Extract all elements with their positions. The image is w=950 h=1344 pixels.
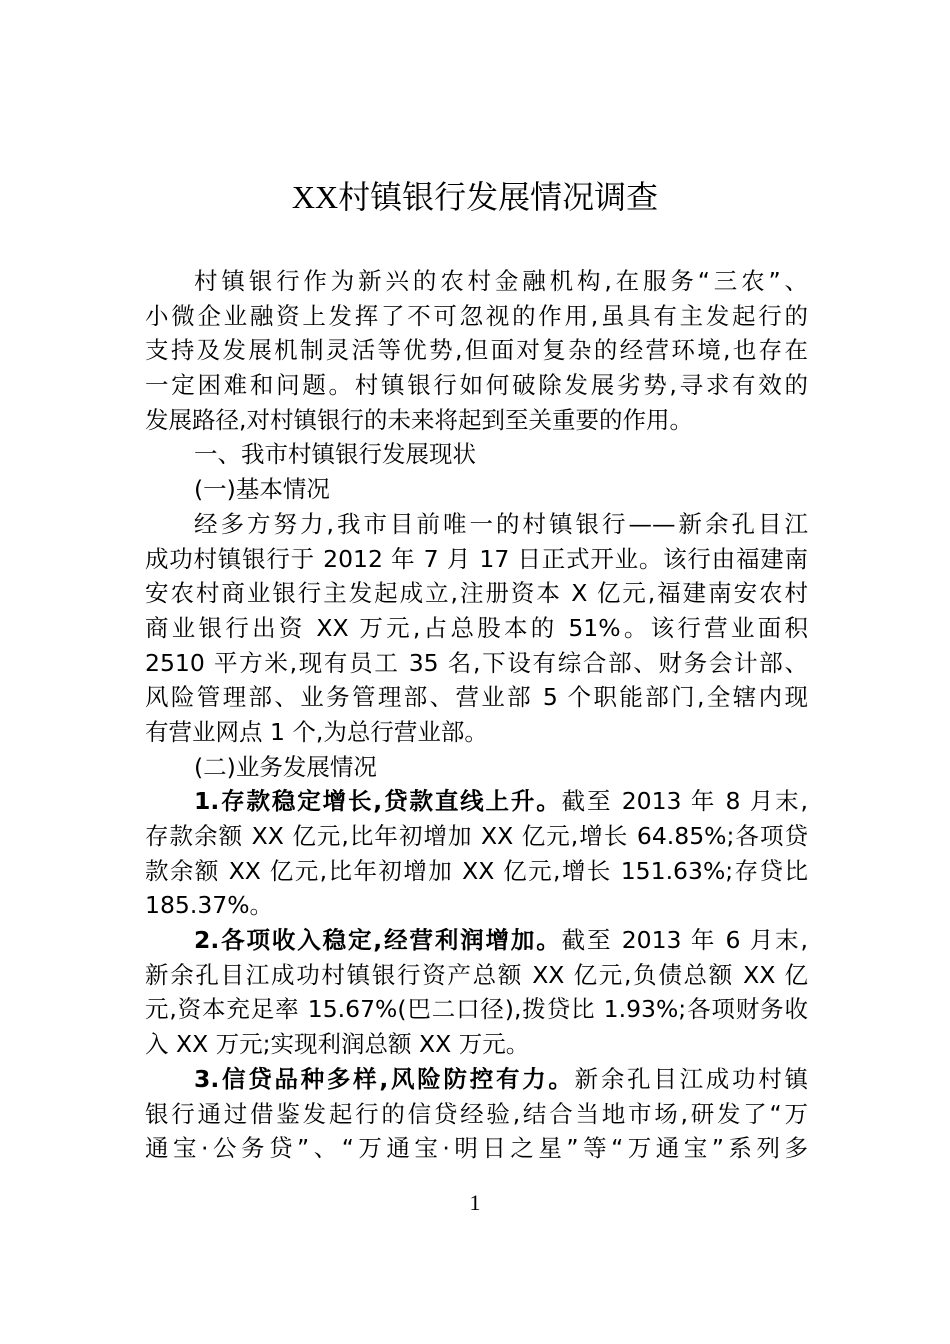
line-text: 通宝·公务贷”、“万通宝·明日之星”等“万通宝”系列多 [145,1134,808,1163]
line-text: 新余孔目江成功村镇银行资产总额 XX 亿元,负债总额 XX 亿 [145,960,808,989]
text-line [145,576,808,611]
text-line [145,750,808,785]
line-text: 有营业网点 1 个,为总行营业部。 [145,717,488,746]
line-text: 村镇银行作为新兴的农村金融机构,在服务“三农”、 [194,267,808,295]
text-line [145,611,808,646]
text-line [145,646,808,681]
document-title: XX村镇银行发展情况调查 [291,179,659,215]
line-text: 元,资本充足率 15.67%(巴二口径),拨贷比 1.93%;各项财务收 [145,995,808,1024]
line-text: 185.37%。 [145,891,274,920]
bold-heading: 3.信贷品种多样,风险防控有力。 [194,1064,575,1093]
line-text: 一、我市村镇银行发展现状 [194,440,476,469]
text-line [145,472,808,507]
text-line [145,1131,808,1166]
text-line [145,1097,808,1132]
text-line [145,403,808,438]
text-line [145,854,808,889]
text-line [145,819,808,854]
text-line [145,542,808,577]
line-text: 截至 2013 年 6 月末, [561,926,808,955]
page-number: 1 [469,1190,481,1215]
text-line [145,507,808,542]
line-text: 发展路径,对村镇银行的未来将起到至关重要的作用。 [145,405,693,434]
line-text: 支持及发展机制灵活等优势,但面对复杂的经营环境,也存在 [145,336,808,365]
text-line [145,923,808,958]
line-text: 入 XX 万元;实现利润总额 XX 万元。 [145,1030,530,1059]
line-text: 款余额 XX 亿元,比年初增加 XX 亿元,增长 151.63%;存贷比 [145,856,808,885]
line-text: 经多方努力,我市目前唯一的村镇银行——新余孔目江 [194,509,808,538]
text-line [145,680,808,715]
bold-heading: 1.存款稳定增长,贷款直线上升。 [194,787,562,816]
line-text: 安农村商业银行主发起成立,注册资本 X 亿元,福建南安农村 [145,579,808,608]
line-text: 一定困难和问题。村镇银行如何破除发展劣势,寻求有效的 [145,371,808,400]
text-line [145,368,808,403]
bold-heading: 2.各项收入稳定,经营利润增加。 [194,926,562,955]
text-line [145,437,808,472]
line-text: (一)基本情况 [194,475,330,504]
line-text: 成功村镇银行于 2012 年 7 月 17 日正式开业。该行由福建南 [145,544,808,573]
line-text: 风险管理部、业务管理部、营业部 5 个职能部门,全辖内现 [145,683,808,712]
text-line [145,958,808,993]
text-line [145,1027,808,1062]
text-line [145,888,808,923]
line-text: 存款余额 XX 亿元,比年初增加 XX 亿元,增长 64.85%;各项贷 [145,822,808,850]
text-line [145,992,808,1027]
document-body [145,264,808,1166]
line-text: 小微企业融资上发挥了不可忽视的作用,虽具有主发起行的 [145,301,808,330]
line-text: 2510 平方米,现有员工 35 名,下设有综合部、财务会计部、 [145,648,808,677]
line-text: 商业银行出资 XX 万元,占总股本的 51%。该行营业面积 [145,613,808,642]
text-line [145,264,808,299]
line-text: 新余孔目江成功村镇 [574,1064,808,1093]
line-text: (二)业务发展情况 [194,752,377,781]
text-line [145,1062,808,1097]
text-line [145,784,808,819]
line-text: 截至 2013 年 8 月末, [561,787,808,816]
text-line [145,333,808,368]
text-line [145,299,808,334]
line-text: 银行通过借鉴发起行的信贷经验,结合当地市场,研发了“万 [145,1099,808,1128]
text-line [145,715,808,750]
